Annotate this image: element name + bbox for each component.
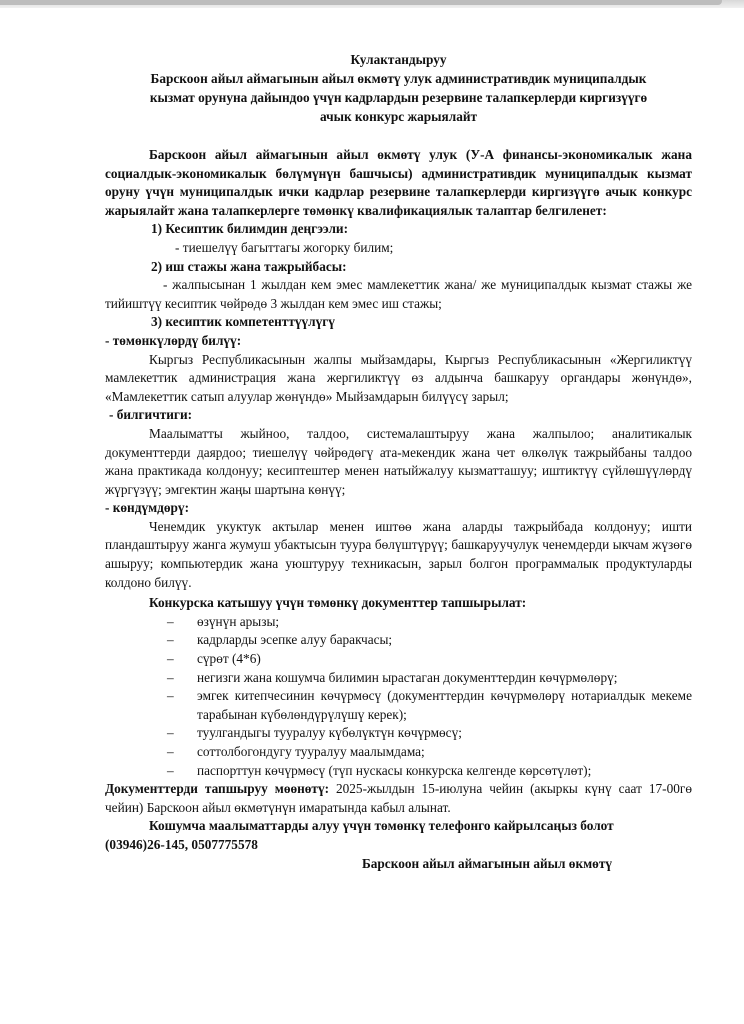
dash-bullet: – bbox=[167, 725, 174, 741]
window-top-bar bbox=[0, 0, 744, 8]
deadline-text: 2025-жылдын 15-июлуна чейин (акыркы күнү саат 17-00гө чейин) Барскоон айыл өкмөтүнүн имаратында кабыл алынат. bbox=[105, 781, 692, 815]
list-item-text: сүрөт (4*6) bbox=[197, 651, 261, 667]
list-item-text: соттолбогондугу тууралуу маалымдама; bbox=[197, 744, 425, 759]
list-item-text: паспорттун көчүрмөсү (түп нускасы конкурска келгенде көрсөтүлөт); bbox=[197, 762, 592, 778]
list-item bbox=[105, 724, 692, 743]
deadline-label: Документтерди тапшыруу мөөнөтү: bbox=[105, 781, 330, 797]
skills-text: Маалыматты жыйноо, талдоо, системалаштыруу жана жалпылоо; аналитикалык документтерди даярдоо; тиешелүү чөйрөдөгү ата-мекендик жана чет өлкөлүк тажрыйбаны талдоо жана практикада колдонуу; кесиптештер менен натыйжалуу кызматташуу; иштиктүү сүйлөшүүлөрдү жүргүзүү; эмгектин жаңы шартына көнүү; bbox=[105, 425, 692, 497]
requirement-education-heading: 1) Кесиптик билимдин деңгээли: bbox=[151, 221, 348, 237]
signature: Барскоон айыл аймагынын айыл өкмөтү bbox=[361, 855, 612, 871]
list-item bbox=[105, 762, 692, 781]
dash-bullet: – bbox=[167, 744, 174, 759]
deadline-paragraph bbox=[105, 780, 692, 817]
abilities-text: Ченемдик укуктук актылар менен иштөө жана аларды тажрыйбада колдонуу; ишти пландаштыруу жанга жумуш убактысын туура бөлүштүрүү; башкаруучулук ченемдерди ыкчам жүзөгө ашыруу; компьютердик жана уюштуруу техникасын, зарыл болгон программалык продуктуларды колдоно билүү. bbox=[105, 518, 692, 590]
list-item-text: кадрларды эсепке алуу баракчасы; bbox=[197, 632, 393, 648]
intro-paragraph: Барскоон айыл аймагынын айыл өкмөтү улук (У-А финансы-экономикалык жана социалдык-экономикалык бөлүмүнүн башчысы) административдик муниципалдык кызмат оруну үчүн муниципалдык ички кадрлар резервине талапкерлерди киргизүүгө ачык конкурс жарыялайт жана талапкерлерге төмөнкү квалификациялык талаптар белгиленет: bbox=[105, 147, 692, 218]
dash-bullet: – bbox=[167, 632, 174, 648]
skills-label: - билгичтиги: bbox=[109, 407, 193, 423]
list-item bbox=[105, 669, 692, 688]
list-item-text: эмгек китепчесинин көчүрмөсү (документтердин көчүрмөлөрү нотариалдык мекеме тарабынан күбөлөндүрүлүшү керек); bbox=[197, 688, 692, 722]
requirement-competence-heading: 3) кесиптик компетенттүүлүгү bbox=[151, 314, 335, 330]
announcement-title-line-2: кызмат орунуна дайындоо үчүн кадрлардын резервине талапкерлерди киргизүүгө bbox=[149, 90, 648, 105]
dash-bullet: – bbox=[167, 688, 174, 704]
dash-bullet: – bbox=[167, 651, 174, 667]
documents-list bbox=[105, 613, 692, 780]
contact-phones: (03946)26-145, 0507775578 bbox=[105, 836, 258, 852]
knowledge-text: Кыргыз Республикасынын жалпы мыйзамдары, Кыргыз Республикасынын «Жергиликтүү мамлекеттик администрация жана жергиликтүү өз алдынча башкаруу органдары жөнүндө», «Мамлекеттик сатып алуулар жөнүндө» Мыйзамдарын билүүсү зарыл; bbox=[105, 351, 692, 404]
dash-bullet: – bbox=[167, 613, 174, 629]
announcement-title-line-1: Барскоон айыл аймагынын айыл өкмөтү улук административдик муниципалдык bbox=[150, 71, 647, 86]
list-item-text: өзүнүн арызы; bbox=[197, 613, 280, 629]
requirement-education-text: - тиешелүү багыттагы жогорку билим; bbox=[175, 239, 394, 255]
documents-heading: Конкурска катышуу үчүн төмөнкү документтер тапшырылат: bbox=[149, 595, 527, 611]
abilities-label: - көндүмдөрү: bbox=[105, 500, 190, 516]
contact-text: Кошумча маалыматтарды алуу үчүн төмөнкү телефонго кайрылсаңыз болот bbox=[149, 818, 614, 834]
list-item-text: туулгандыгы тууралуу күбөлүктүн көчүрмөсү; bbox=[197, 725, 462, 741]
requirement-experience-heading: 2) иш стажы жана тажрыйбасы: bbox=[151, 258, 347, 274]
requirement-experience-text: - жалпысынан 1 жылдан кем эмес мамлекеттик жана/ же муниципалдык кызмат стажы же тийиштүү кесиптик чөйрөдө 3 жылдан кем эмес иш стажы; bbox=[105, 277, 692, 311]
list-item bbox=[105, 631, 692, 650]
list-item bbox=[105, 743, 692, 762]
list-item bbox=[105, 650, 692, 669]
announcement-title-line-3: ачык конкурс жарыялайт bbox=[319, 109, 478, 124]
dash-bullet: – bbox=[167, 762, 174, 778]
list-item-text: негизги жана кошумча билимин ырастаган документтердин көчүрмөлөрү; bbox=[197, 669, 618, 685]
announcement-document bbox=[105, 50, 692, 873]
list-item bbox=[105, 687, 692, 724]
list-item bbox=[105, 613, 692, 632]
window-tab-strip bbox=[0, 0, 722, 5]
announcement-heading: Кулактандыруу bbox=[350, 52, 447, 67]
knowledge-label: - төмөнкүлөрдү билүү: bbox=[105, 332, 242, 348]
dash-bullet: – bbox=[167, 669, 174, 685]
